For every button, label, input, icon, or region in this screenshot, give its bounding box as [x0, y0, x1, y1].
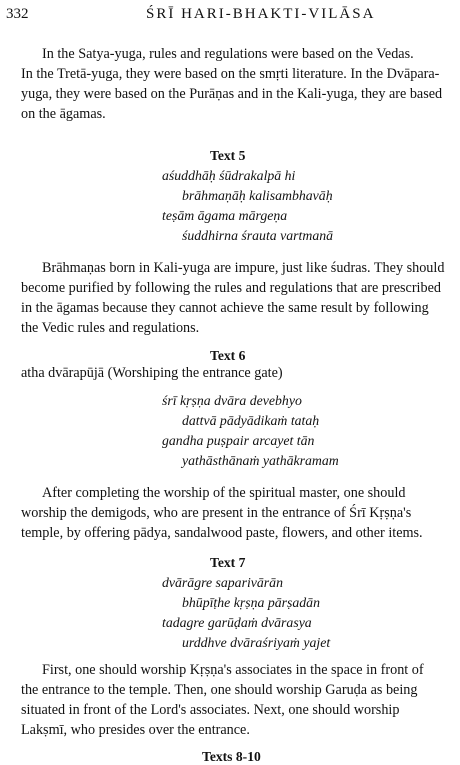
- verse-line: urddhve dvāraśriyaṁ yajet: [182, 635, 331, 650]
- verse-line: tadagre garūḍaṁ dvārasya: [162, 615, 312, 630]
- paragraph-line: In the Tretā-yuga, they were based on the smṛti literature. In the Dvāpara-: [21, 66, 440, 82]
- paragraph-line: After completing the worship of the spiritual master, one should: [42, 485, 406, 501]
- verse-line: bhūpīṭhe kṛṣṇa pārṣadān: [182, 595, 320, 610]
- verse-line: śrī kṛṣṇa dvāra devebhyo: [162, 393, 302, 408]
- paragraph-line: in the āgamas because they cannot achieve the same result by following: [21, 300, 429, 316]
- paragraph-line: worship the demigods, who are present in the entrance of Śrī Kṛṣṇa's: [21, 505, 412, 521]
- verse-heading: Text 6: [210, 348, 246, 363]
- paragraph-line: Lakṣmī, who presides over the entrance.: [21, 722, 250, 738]
- paragraph-line: temple, by offering pādya, sandalwood paste, flowers, and other items.: [21, 525, 423, 541]
- paragraph-line: situated in front of the Lord's associates. Next, one should worship: [21, 702, 400, 718]
- paragraph-line: on the āgamas.: [21, 106, 106, 122]
- verse-heading: Text 7: [210, 555, 246, 570]
- verse-line: brāhmaṇāḥ kalisambhavāḥ: [182, 188, 333, 203]
- paragraph-line: the Vedic rules and regulations.: [21, 320, 200, 336]
- paragraph-line: In the Satya-yuga, rules and regulations were based on the Vedas.: [42, 46, 414, 62]
- verse-line: gandha puṣpair arcayet tān: [162, 433, 315, 448]
- paragraph-line: the entrance to the temple. Then, one should worship Garuḍa as being: [21, 682, 418, 698]
- paragraph-line: First, one should worship Kṛṣṇa's associates in the space in front of: [42, 662, 424, 678]
- paragraph-line: yuga, they were based on the Purāṇas and in the Kali-yuga, they are based: [21, 86, 443, 102]
- verse-line: śuddhirna śrauta vartmanā: [182, 228, 334, 243]
- section-subtitle: atha dvārapūjā (Worshiping the entrance gate): [21, 365, 283, 381]
- verse-line: teṣām āgama mārgeṇa: [162, 208, 288, 223]
- paragraph-line: become purified by following the rules and regulations that are prescribed: [21, 280, 441, 296]
- running-title: ŚRĪ HARI-BHAKTI-VILĀSA: [146, 6, 376, 22]
- page-number: 332: [6, 6, 29, 22]
- verse-line: dattvā pādyādikaṁ tataḥ: [182, 413, 320, 428]
- verse-line: dvārāgre saparivārān: [162, 575, 283, 590]
- verse-heading: Text 5: [210, 148, 246, 163]
- paragraph-line: Brāhmaṇas born in Kali-yuga are impure, just like śudras. They should: [42, 260, 445, 276]
- verse-heading: Texts 8-10: [202, 749, 261, 764]
- verse-line: aśuddhāḥ śūdrakalpā hi: [162, 168, 296, 183]
- verse-line: yathāsthānaṁ yathākramam: [182, 453, 339, 468]
